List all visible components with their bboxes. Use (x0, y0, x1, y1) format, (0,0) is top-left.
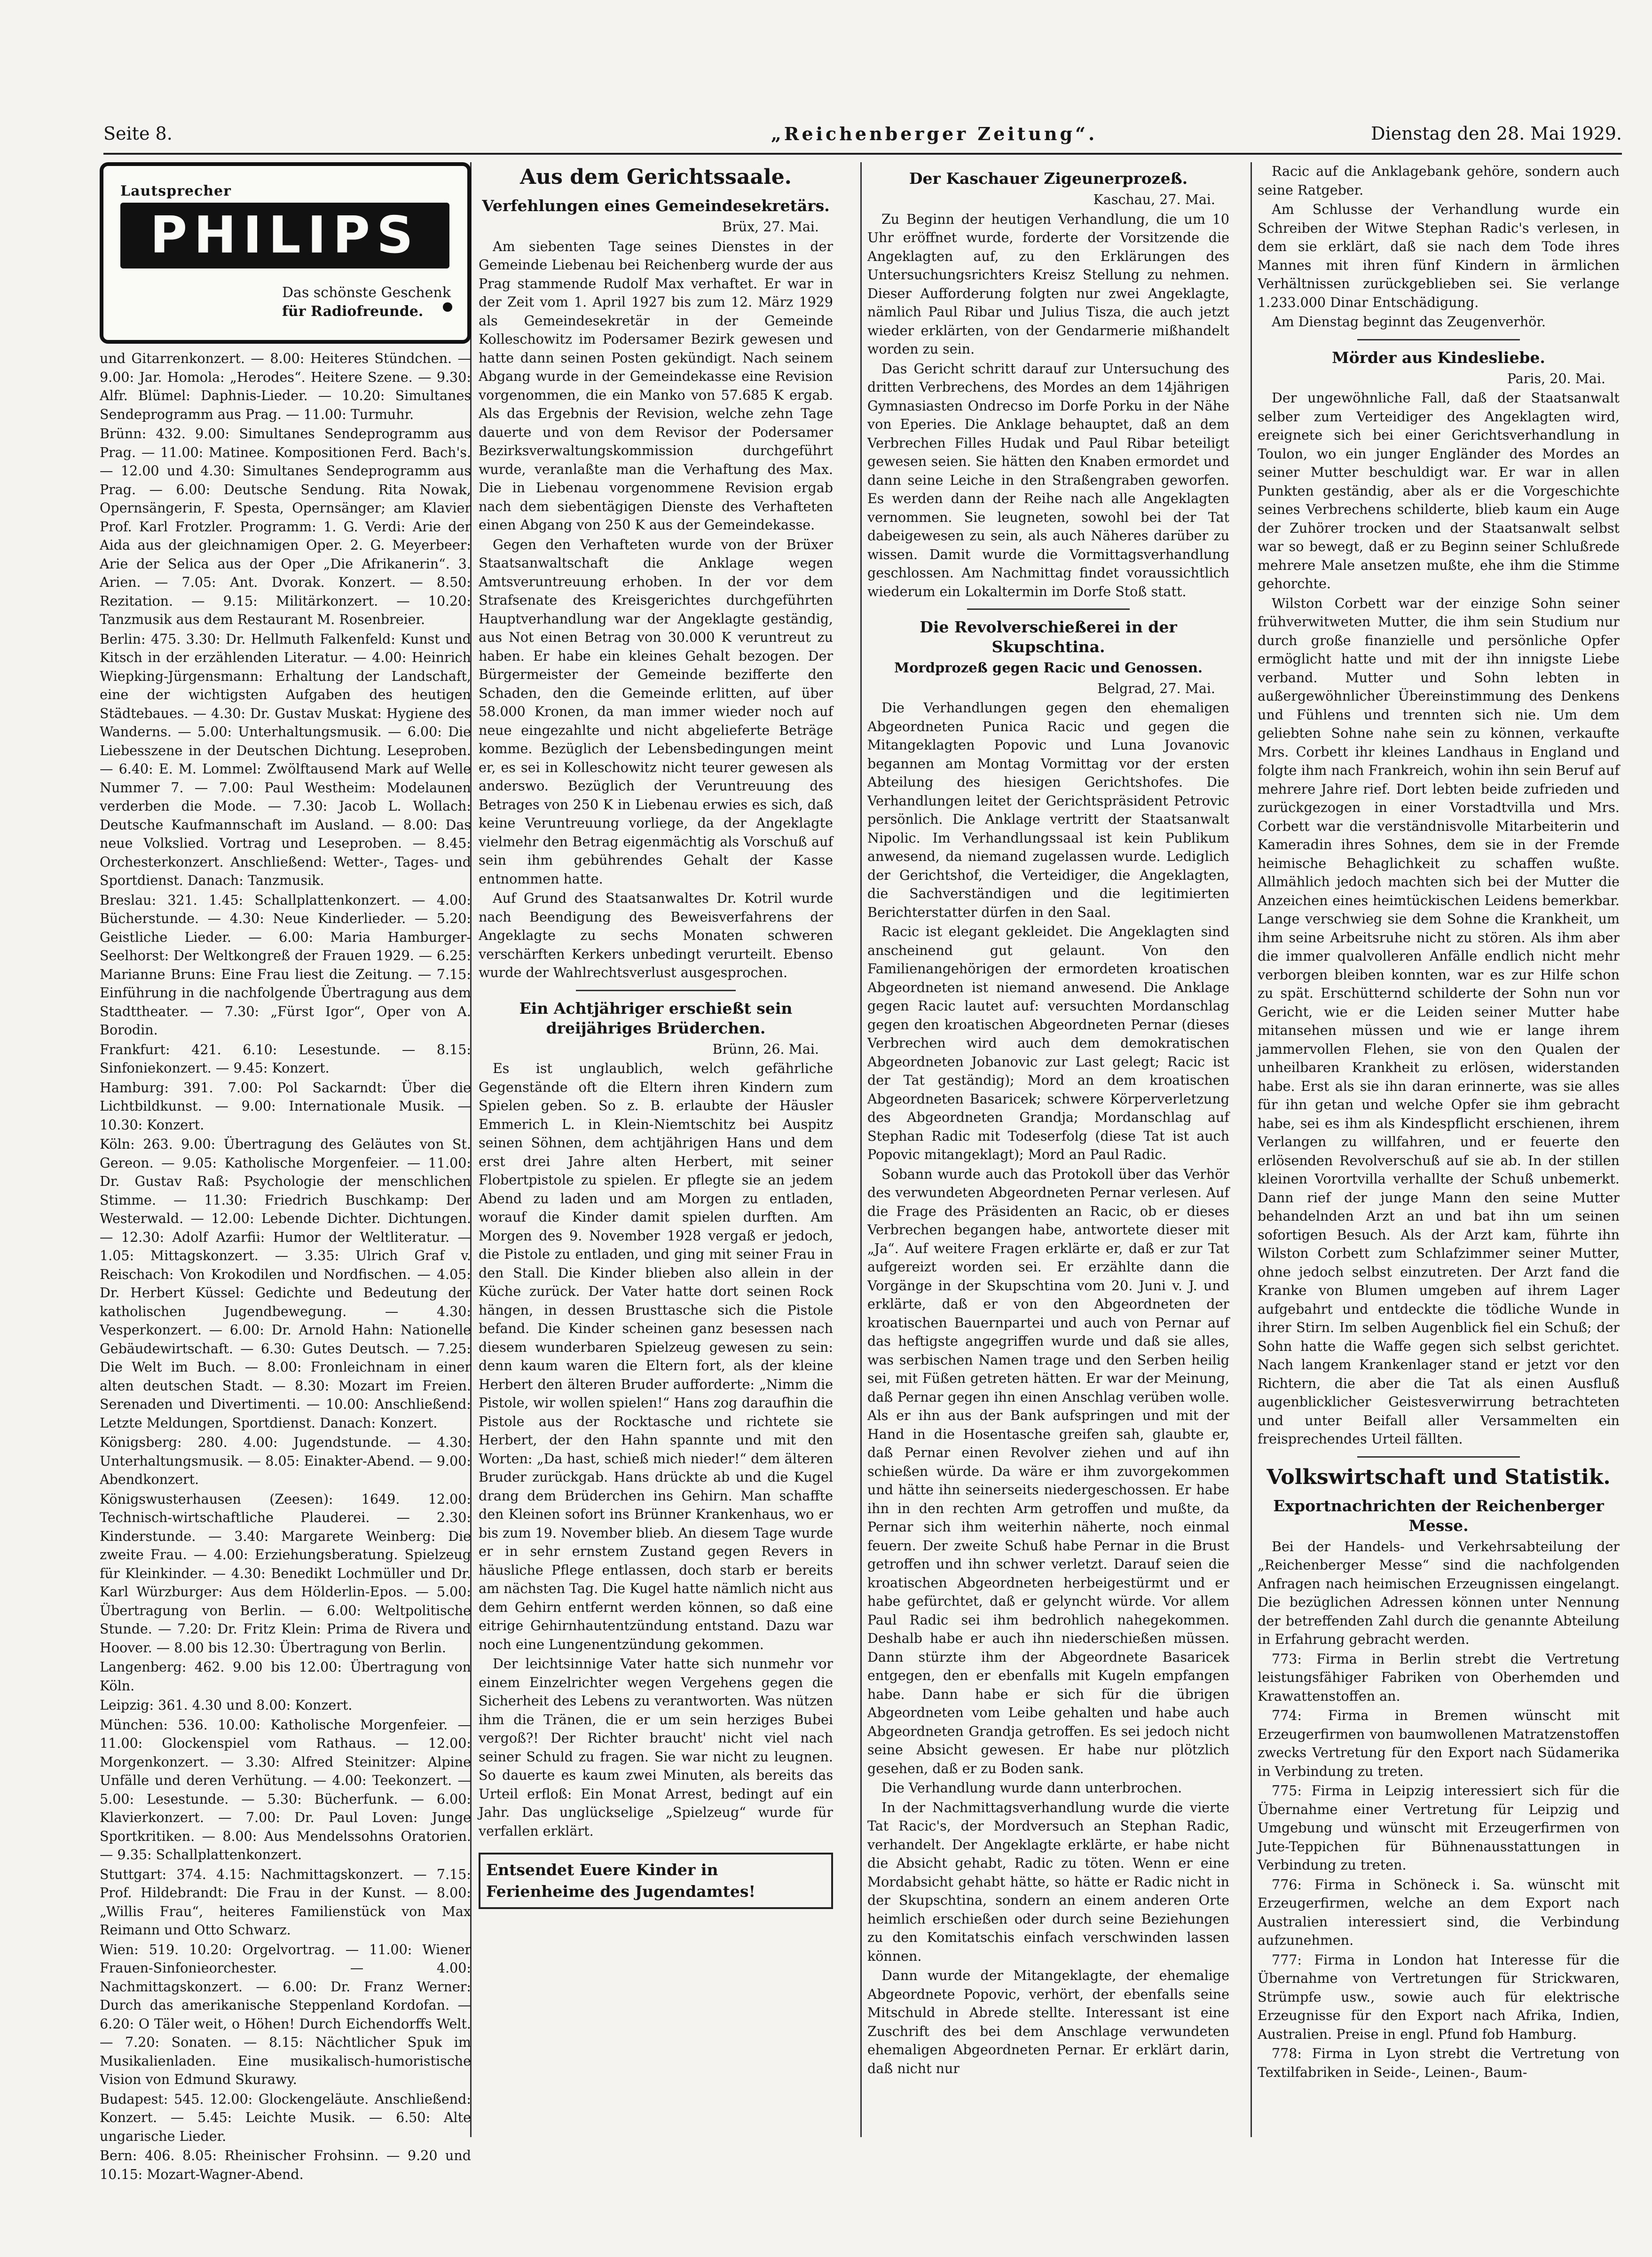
paragraph: Wilston Corbett war der einzige Sohn seiner frühverwitweten Mutter, die ihm sein Studium nur durch große finanzielle und persönliche Opfer ermöglicht hatte und mit der ihn innigste Liebe verband. Mutter und Sohn lebten in außergewöhnlicher Übereinstimmung des Denkens und Fühlens und trennten sich nie. Um dem geliebten Sohne nahe sein zu können, verkaufte Mrs. Corbett ihr kleines Landhaus in England und folgte ihm nach Frankreich, wohin ihn sein Beruf auf mehrere Jahre rief. Dort lebten beide zufrieden und zurückgezogen in einer Vorstadtvilla und Mrs. Corbett war die verständnisvolle Mitarbeiterin und Kameradin ihres Sohnes, dem sie in der Fremde heimische Behaglichkeit zu schaffen wußte. Allmählich jedoch machten sich bei der Mutter die Anzeichen eines heimtückischen Leidens bemerkbar. Lange verschwieg sie dem Sohne die Krankheit, um ihm seine Arbeitsruhe nicht zu stören. Als ihm aber die immer qualvolleren Anfälle endlich nicht mehr verborgen bleiben konnten, war es zur Hilfe schon zu spät. Erschütternd schilderte der Sohn nun vor Gericht, wie er die Leiden seiner Mutter habe mitansehen müssen und wie er lange ihrem jammervollen Flehen, sie von den Qualen der unheilbaren Krankheit zu erlösen, widerstanden habe. Erst als sie ihn daran erinnerte, was sie alles für ihn getan und welche Opfer sie ihm gebracht habe, sei es ihm als Kindespflicht erschienen, ihrem Verlangen zu willfahren, und er feuerte den erlösenden Revolverschuß auf sie ab. In der stillen kleinen Vorortvilla verhallte der Schuß unbemerkt. Dann rief der junge Mann den seine Mutter behandelnden Arzt an und bat ihn um seinen sofortigen Besuch. Als der Arzt kam, führte ihn Wilston Corbett zum Schlafzimmer seiner Mutter, ohne jedoch selbst einzutreten. Der Arzt fand die Kranke von Blumen umgeben auf ihrem Lager aufgebahrt und entdeckte die tödliche Wunde in ihrer Stirn. Im selben Augenblick fiel ein Schuß; der Sohn hatte die Waffe gegen sich selbst gerichtet. Nach langem Krankenlager stand er jetzt vor den Richtern, die aber die Tat als einen Ausfluß augenblicklicher Geistesverwirrung betrachteten und unter Beifall aller Versammelten ein freisprechendes Urteil fällten. (1258, 595, 1620, 1447)
column-divider (860, 162, 862, 2137)
paragraph: 776: Firma in Schöneck i. Sa. wünscht mit Erzeugerfirmen, welche an dem Export nach Australien interessiert sind, die Verbindung aufzunehmen. (1258, 1877, 1620, 1948)
paragraph: Der ungewöhnliche Fall, daß der Staatsanwalt selber zum Verteidiger des Angeklagten wird, ereignete sich bei einer Gerichtsverhandlung in Toulon, wo ein junger Engländer des Mordes an seiner Mutter beschuldigt war. Er war in allen Punkten geständig, aber als er die Vorgeschichte seines Verbrechens schilderte, blieb kaum ein Auge der Zuhörer trocken und der Staatsanwalt selbst war so bewegt, daß er zu Beginn seiner Schlußrede mehrere Male ansetzen mußte, ehe ihm die Stimme gehorchte. (1258, 390, 1620, 592)
page-header (103, 123, 1622, 151)
header-rule (103, 153, 1622, 155)
separator (576, 990, 735, 991)
paragraph: Leipzig: 361. 4.30 und 8.00: Konzert. (100, 1697, 353, 1713)
column-divider (1251, 162, 1252, 2137)
paragraph: 777: Firma in London hat Interesse für die Übernahme von Vertretungen für Strickwaren, Strümpfe usw., sowie auch für elektrische Erzeugnisse für den Export nach Afrika, Indien, Australien. Preise in engl. Pfund fob Hamburg. (1258, 1952, 1620, 2042)
paragraph: Köln: 263. 9.00: Übertragung des Geläutes von St. Gereon. — 9.05: Katholische Morgenfeier. — 11.00: Dr. Gustav Raß: Psychologie der menschlichen Stimme. — 11.30: Friedrich Buschkamp: Der Westerwald. — 12.00: Lebende Dichter. Dichtungen. — 12.30: Adolf Azarfii: Humor der Weltliteratur. — 1.05: Mittagskonzert. — 3.35: Ulrich Graf v. Reischach: Von Krokodilen und Nordfischen. — 4.05: Dr. Herbert Küssel: Gedichte und Bedeutung der katholischen Jugendbewegung. — 4.30: Vesperkonzert. — 6.00: Dr. Arnold Hahn: Nationelle Gebäudewirtschaft. — 6.30: Gutes Deutsch. — 7.25: Die Welt im Buch. — 8.00: Fronleichnam in einer alten deutschen Stadt. — 8.30: Mozart im Freien. Serenaden und Divertimenti. — 10.00: Anschließend: Letzte Meldungen, Sportdienst. Danach: Konzert. (100, 1136, 471, 1431)
dateline: Brünn, 26. Mai. (712, 1041, 819, 1057)
article-title: Mörder aus Kindesliebe. (1332, 348, 1545, 367)
column-4 (1253, 162, 1624, 2151)
paragraph: Das Gericht schritt darauf zur Untersuchung des dritten Verbrechens, des Mordes an dem 14jährigen Gymnasiasten Ondrecso im Dorfe Porku in der Nähe von Eperies. Die Anklage behauptet, daß an dem Verbrechen Filles Hudak und Paul Ribar beteiligt gewesen seien. Sie hätten den Knaben ermordet und dann seine Leiche in den Straßengraben geworfen. Es werden dann der Reihe nach alle Angeklagten vernommen. Sie leugneten, sowohl bei der Tat dabeigewesen zu sein, als auch Näheres darüber zu wissen. Damit wurde die Vormittagsverhandlung geschlossen. Am Nachmittag findet voraussichtlich wiederum ein Lokaltermin im Dorfe Stoß statt. (867, 361, 1229, 600)
article-title: Verfehlungen eines Gemeindesekretärs. (482, 197, 830, 215)
dateline: Belgrad, 27. Mai. (1097, 680, 1215, 696)
separator (1357, 339, 1520, 340)
paragraph: Racic auf die Anklagebank gehöre, sondern auch seine Ratgeber. (1258, 164, 1620, 198)
article-body (1258, 1538, 1620, 2082)
paragraph: und Gitarrenkonzert. — 8.00: Heiteres Stündchen. — 9.00: Jar. Homola: „Herodes“. Heitere Szene. — 9.30: Alfr. Blümel: Daphnis-Lieder. — 10.20: Simultanes Sendeprogramm aus Prag. — 11.00: Turmuhr. (100, 351, 471, 422)
column-2 (470, 162, 842, 2151)
paragraph: Am Dienstag beginnt das Zeugenverhör. (1272, 314, 1546, 330)
paragraph: 775: Firma in Leipzig interessiert sich für die Übernahme einer Vertretung für Leipzig und Umgebung und wünscht mit Erzeugerfirmen von Jute-Teppichen für Bühnenausstattungen in Verbindung zu treten. (1258, 1783, 1620, 1873)
paragraph: Hamburg: 391. 7.00: Pol Sackarndt: Über die Lichtbildkunst. — 9.00: Internationale Musik. — 10.30: Konzert. (100, 1080, 471, 1133)
paragraph: Budapest: 545. 12.00: Glockengeläute. Anschließend: Konzert. — 5.45: Leichte Musik. — 6.50: Alte ungarische Lieder. (100, 2091, 471, 2144)
paragraph: Die Verhandlungen gegen den ehemaligen Abgeordneten Punica Racic und gegen die Mitangeklagten Popovic und Luna Jovanovic begannen am Montag Vormittag vor der ersten Abteilung des hiesigen Gerichtshofes. Die Verhandlungen leitet der Gerichtspräsident Petrovic persönlich. Die Anklage vertritt der Staatsanwalt Nipolic. Im Verhandlungssaal ist kein Publikum anwesend, da niemand zugelassen wurde. Lediglich der Gerichtshof, die Verteidiger, die Angeklagten, die Sachverständigen und die legitimierten Berichterstatter dürfen in den Saal. (867, 700, 1229, 920)
section-title-economy: Volkswirtschaft und Statistik. (1267, 1465, 1611, 1489)
paragraph: Frankfurt: 421. 6.10: Lesestunde. — 8.15: Sinfoniekonzert. — 9.45: Konzert. (100, 1042, 471, 1076)
paragraph: Die Verhandlung wurde dann unterbrochen. (881, 1780, 1182, 1796)
paragraph: Königswusterhausen (Zeesen): 1649. 12.00: Technisch-wirtschaftliche Plauderei. — 2.30: Kinderstunde. — 3.40: Margarete Weinberg: Die zweite Frau. — 4.00: Erziehungsberatung. Spielzeug für Kleinkinder. — 4.30: Benedikt Lochmüller und Dr. Karl Würzburger: Aus dem Hölderlin-Epos. — 5.00: Übertragung von Berlin. — 6.00: Weltpolitische Stunde. — 7.20: Dr. Fritz Klein: Prima de Rivera und Hoover. — 8.00 bis 12.30: Übertragung von Berlin. (100, 1491, 471, 1656)
paragraph: München: 536. 10.00: Katholische Morgenfeier. — 11.00: Glockenspiel vom Rathaus. — 12.00: Morgenkonzert. — 3.30: Alfred Steinitzer: Alpine Unfälle und deren Verhütung. — 4.00: Teekonzert. — 5.00: Lesestunde. — 5.30: Bücherfunk. — 6.00: Klavierkonzert. — 7.00: Dr. Paul Loven: Junge Sportkritiken. — 8.00: Aus Mendelssohns Oratorien. — 9.35: Schallplattenkonzert. (100, 1717, 471, 1862)
dateline: Paris, 20. Mai. (1507, 371, 1605, 387)
paragraph: Der leichtsinnige Vater hatte sich nunmehr vor einem Einzelrichter wegen Vergehens gegen die Sicherheit des Lebens zu verantworten. Was nützen ihm die Tränen, die er um sein herziges Bubei vergoß?! Der Richter braucht' nicht viel nach seiner Schuld zu fragen. Sie war nicht zu leugnen. So dauerte es kaum zwei Minuten, als bereits das Urteil erfloß: Ein Monat Arrest, bedingt auf ein Jahr. Das unglückselige „Spielzeug“ wurde für verfallen erklärt. (479, 1656, 833, 1839)
notice-box: Entsendet Euere Kinder in Ferienheime des Jugendamtes! (479, 1853, 833, 1909)
separator (1357, 1456, 1520, 1458)
philips-advertisement (100, 162, 471, 344)
paragraph: Racic ist elegant gekleidet. Die Angeklagten sind anscheinend gut gelaunt. Von den Familienangehörigen der ermordeten kroatischen Abgeordneten ist niemand anwesend. Die Anklage gegen Racic lautet auf: versuchten Mordanschlag gegen den kroatischen Abgeordneten Pernar (dieses Verbrechen wird auch dem demokratischen Abgeordneten Jobanovic zur Last gelegt; Racic ist der Tat geständig); Mord an dem kroatischen Abgeordneten Basaricek; schwere Körperverletzung des Abgeordneten Grandja; Mordanschlag auf Stephan Radic mit Todeserfolg (diese Tat ist auch Popovic mitangeklagt); Mord an Paul Radic. (867, 924, 1229, 1162)
column-1 (100, 162, 471, 2182)
ad-slogan-line-2: für Radiofreunde. (282, 303, 424, 320)
paragraph: Sobann wurde auch das Protokoll über das Verhör des verwundeten Abgeordneten Pernar verlesen. Auf die Frage des Präsidenten an Racic, ob er dieses Verbrechen begangen habe, antwortete dieser mit „Ja“. Auf weitere Fragen erklärte er, daß er zur Tat aufgereizt worden sei. Er erzählte dann die Vorgänge in der Skupschtina vom 20. Juni v. J. und erklärte, daß er von den Abgeordneten der kroatischen Bauernpartei und auch von Pernar auf das heftigste angegriffen wurde und daß sie alles, was serbischen Namen trage und den Serben heilig sei, mit Füßen getreten hätten. Er war der Meinung, daß Pernar gegen ihn einen Anschlag verüben wolle. Als er ihn aus der Bank aufspringen und mit der Hand in die Hosentasche greifen sah, glaubte er, daß Pernar einen Revolver ziehen und auf ihn schießen würde. Da wäre er ihm zuvorgekommen und hätte ihn seinerseits niedergeschossen. Er habe ihn in den rechten Arm getroffen und mußte, da Pernar sich ihm weiterhin näherte, noch einmal feuern. Der zweite Schuß habe Pernar in die Brust getroffen und ihn schwer verletzt. Darauf seien die kroatischen Abgeordneten herbeigestürmt und er habe gefürchtet, daß er gelyncht würde. Vor allem Paul Radic sei ihm bedrohlich nahegekommen. Deshalb habe er auch ihn niederschießen müssen. Dann stürzte ihm der Abgeordnete Basaricek entgegen, den er ebenfalls mit Kugeln empfangen habe. Dann habe er sich für die übrigen Abgeordneten vom Leibe gehalten und habe auch Abgeordneten Grandja getroffen. Es sei jedoch nicht seine Absicht gewesen. Er habe nur plötzlich gesehen, daß er zu Boden sank. (867, 1166, 1229, 1776)
paragraph: Am Schlusse der Verhandlung wurde ein Schreiben der Witwe Stephan Radic's verlesen, in dem sie erklärt, daß sie nach dem Tode ihres Mannes mit ihren fünf Kindern in ärmlichen Verhältnissen zurückgeblieben sei. Sie verlange 1.233.000 Dinar Entschädigung. (1258, 202, 1620, 310)
article-body (479, 237, 833, 982)
article-title: Exportnachrichten der Reichenberger Messe. (1273, 1496, 1604, 1535)
paragraph: 773: Firma in Berlin strebt die Vertretung leistungsfähiger Fabriken von Oberhemden und Krawattenstoffen an. (1258, 1651, 1620, 1704)
paragraph: In der Nachmittagsverhandlung wurde die vierte Tat Racic's, der Mordversuch an Stephan Radic, verhandelt. Der Angeklagte erklärte, er habe nicht die Absicht gehabt, Radic zu töten. Wenn er eine Mordabsicht gehabt hätte, so hätte er Radic nicht in der Skupschtina, sondern an einem anderen Orte heimlich erschießen oder durch seine Beziehungen zu den Komitatschis einfach verschwinden lassen können. (867, 1799, 1229, 1964)
paragraph: Langenberg: 462. 9.00 bis 12.00: Übertragung von Köln. (100, 1659, 471, 1694)
article-body (1258, 389, 1620, 1449)
article-body (1258, 162, 1620, 331)
masthead: „Reichenberger Zeitung“. (771, 123, 1098, 144)
paragraph: Breslau: 321. 1.45: Schallplattenkonzert. — 4.00: Bücherstunde. — 4.30: Neue Kinderlieder. — 5.20: Geistliche Lieder. — 6.00: Maria Hamburger-Seelhorst: Der Weltkongreß der Frauen 1929. — 6.25: Marianne Bruns: Eine Frau liest die Zeitung. — 7.15: Einführung in die nachfolgende Übertragung aus dem Stadttheater. — 7.30: „Fürst Igor“, Oper von A. Borodin. (100, 892, 471, 1038)
paragraph: 774: Firma in Bremen wünscht mit Erzeugerfirmen von baumwollenen Matratzenstoffen zwecks Vertretung für den Export nach Südamerika in Verbindung zu treten. (1258, 1708, 1620, 1779)
article-title: Ein Achtjähriger erschießt sein dreijähriges Brüderchen. (519, 999, 793, 1037)
article-subtitle: Mordprozeß gegen Racic und Genossen. (894, 660, 1203, 676)
paragraph: Königsberg: 280. 4.00: Jugendstunde. — 4.30: Unterhaltungsmusik. — 8.05: Einakter-Abend. — 9.00: Abendkonzert. (100, 1435, 471, 1487)
article-title: Die Revolverschießerei in der Skupschtina. (920, 618, 1177, 656)
philips-logo: PHILIPS (120, 203, 449, 268)
paragraph: Bern: 406. 8.05: Rheinischer Frohsinn. — 9.20 und 10.15: Mozart-Wagner-Abend. (100, 2148, 471, 2182)
article-body (867, 210, 1229, 601)
issue-date: Dienstag den 28. Mai 1929. (1371, 123, 1622, 144)
ad-slogan-line-1: Das schönste Geschenk (282, 284, 451, 301)
paragraph: Am siebenten Tage seines Dienstes in der Gemeinde Liebenau bei Reichenberg wurde der aus Prag stammende Rudolf Max verhaftet. Er war in der Zeit vom 1. April 1927 bis zum 12. März 1929 als Gemeindesekretär in der Gemeinde Kolleschowitz im Podersamer Bezirk gewesen und hatte dann seinen Posten gekündigt. Nach seinem Abgang wurde in der Gemeindekasse eine Revision vorgenommen, die ein Manko von 57.685 K ergab. Als das Ergebnis der Revision, welche zehn Tage dauerte und von dem Revisor der Podersamer Bezirksverwaltungskommission durchgeführt wurde, veranlaßte man die Verhaftung des Max. Die in Liebenau vorgenommene Revision ergab nach dem siebentägigen Dienste des Verhafteten einen Abgang von 250 K aus der Gemeindekasse. (479, 238, 833, 533)
article-body (479, 1059, 833, 1840)
paragraph: Wien: 519. 10.20: Orgelvortrag. — 11.00: Wiener Frauen-Sinfonieorchester. — 4.00: Nachmittagskonzert. — 6.00: Dr. Franz Werner: Durch das amerikanische Steppenland Kordofan. — 6.20: O Täler weit, o Höhen! Durch Eichendorffs Welt. — 7.20: Sonaten. — 8.15: Nächtlicher Spuk im Musikalienladen. Eine musikalisch-humoristische Vision von Edmund Skurawy. (100, 1941, 471, 2087)
paragraph: Brünn: 432. 9.00: Simultanes Sendeprogramm aus Prag. — 11.00: Matinee. Kompositionen Ferd. Bach's. — 12.00 und 4.30: Simultanes Sendeprogramm aus Prag. — 6.00: Deutsche Sendung. Rita Nowak, Opernsängerin, F. Spesta, Opernsänger; am Klavier Prof. Karl Frotzler. Programm: 1. G. Verdi: Arie der Aida aus der gleichnamigen Oper. 2. G. Meyerbeer: Arie der Selica aus der Oper „Die Afrikanerin“. 3. Arien. — 7.05: Ant. Dvorak. Konzert. — 8.50: Rezitation. — 9.15: Militärkonzert. — 10.20: Tanzmusik aus dem Restaurant M. Rosenbreier. (100, 426, 471, 627)
ad-label: Lautsprecher (120, 183, 231, 199)
paragraph: 778: Firma in Lyon strebt die Vertretung von Textilfabriken in Seide-, Leinen-, Baum- (1258, 2046, 1620, 2080)
radio-program (100, 349, 471, 2184)
paragraph: Gegen den Verhafteten wurde von der Brüxer Staatsanwaltschaft die Anklage wegen Amtsveruntreuung erhoben. In der vor dem Strafsenate des Kreisgerichtes durchgeführten Hauptverhandlung war der Angeklagte geständig, aus Not einen Betrag von 30.000 K veruntreut zu haben. Er habe ein kleines Gehalt bezogen. Der Bürgermeister der Gemeinde bezifferte den Schaden, den die Gemeinde erlitten, auf über 58.000 Kronen, da man immer wieder noch auf neue eingezahlte und nicht abgelieferte Beträge komme. Bezüglich der Lebensbedingungen meint er, es sei in Kolleschowitz nicht teurer gewesen als anderswo. Bezüglich der Veruntreuung des Betrages von 250 K in Liebenau erwies es sich, daß keine Veruntreuung vorliege, da der Angeklagte vielmehr den Betrag eigenmächtig als Vorschuß auf sein ihm gebührendes Gehalt der Kasse entnommen hatte. (479, 537, 833, 887)
section-title-court: Aus dem Gerichtssaale. (519, 165, 792, 189)
article-title: Der Kaschauer Zigeunerprozeß. (909, 169, 1188, 188)
column-3 (863, 162, 1234, 2151)
page-number: Seite 8. (103, 123, 173, 144)
separator (967, 608, 1130, 610)
dateline: Brüx, 27. Mai. (722, 219, 819, 235)
dateline: Kaschau, 27. Mai. (1093, 192, 1215, 207)
paragraph: Berlin: 475. 3.30: Dr. Hellmuth Falkenfeld: Kunst und Kitsch in der erzählenden Literatur. — 4.00: Heinrich Wiepking-Jürgensmann: Erhaltung der Landschaft, eine der wichtigsten Aufgaben des heutigen Städtebaues. — 4.30: Dr. Gustav Muskat: Hygiene des Wanderns. — 5.00: Unterhaltungsmusik. — 6.00: Die Liebesszene in der Deutschen Dichtung. Leseproben. — 6.40: E. M. Lommel: Zwölftausend Mark auf Welle Nummer 7. — 7.00: Paul Westheim: Modelaunen verderben die Mode. — 7.30: Jacob L. Wollach: Deutsche Kaufmannschaft im Ausland. — 8.00: Das neue Volkslied. Vortrag und Leseproben. — 8.45: Orchesterkonzert. Anschließend: Wetter-, Tages- und Sportdienst. Danach: Tanzmusik. (100, 631, 471, 888)
paragraph: Stuttgart: 374. 4.15: Nachmittagskonzert. — 7.15: Prof. Hildebrandt: Die Frau in der Kunst. — 8.00: „Willis Frau“, heiteres Familienstück von Max Reimann und Otto Schwarz. (100, 1866, 471, 1938)
paragraph: Zu Beginn der heutigen Verhandlung, die um 10 Uhr eröffnet wurde, forderte der Vorsitzende die Angeklagten auf, zu den Erklärungen des Untersuchungsrichters Kreisz Stellung zu nehmen. Dieser Aufforderung folgten nur zwei Angeklagte, nämlich Paul Ribar und Julius Tisza, die auch jetzt wieder erklärten, von der Gendarmerie mißhandelt worden zu sein. (867, 211, 1229, 357)
ad-dot (443, 302, 452, 312)
paragraph: Auf Grund des Staatsanwaltes Dr. Kotril wurde nach Beendigung des Beweisverfahrens der Angeklagte zu sechs Monaten schweren verschärften Kerkers unbedingt verurteilt. Ebenso wurde der Wahlrechtsverlust ausgesprochen. (479, 891, 833, 980)
paragraph: Es ist unglaublich, welch gefährliche Gegenstände oft die Eltern ihren Kindern zum Spielen geben. So z. B. erlaubte der Häusler Emmerich L. in Klein-Niemtschitz bei Auspitz seinen Söhnen, dem achtjährigen Hans und dem erst drei Jahre alten Herbert, mit seiner Flobertpistole zu spielen. Er pflegte sie an jedem Abend zu laden und am Morgen zu entladen, worauf die Kinder damit spielen durften. Am Morgen des 9. November 1928 vergaß er jedoch, die Pistole zu entladen, und ging mit seiner Frau in den Stall. Die Kinder blieben also allein in der Küche zurück. Der Vater hatte dort seinen Rock hängen, in dessen Brusttasche sich die Pistole befand. Die Kinder scheinen ganz besessen nach diesem wunderbaren Spielzeug gewesen zu sein: denn kaum waren die Eltern fort, als der kleine Herbert den älteren Bruder aufforderte: „Nimm die Pistole, wir wollen spielen!“ Hans zog daraufhin die Pistole aus der Rocktasche und richtete sie Herbert, der den Hahn spannte und mit den Worten: „Da hast, schieß mich nieder!“ dem älteren Bruder zurückgab. Hans drückte ab und die Kugel drang dem Brüderchen ins Gehirn. Man schaffte den Kleinen sofort ins Brünner Krankenhaus, wo er bis zum 19. November blieb. An diesem Tage wurde er in sehr ernstem Zustand gegen Revers in häusliche Pflege entlassen, doch starb er bereits am nächsten Tag. Die Kugel hatte nämlich nicht aus dem Gehirn entfernt werden können, so daß eine eitrige Gehirnhautentzündung entstand. Dazu war noch eine Lungenentzündung gekommen. (479, 1061, 833, 1652)
paragraph: Bei der Handels- und Verkehrsabteilung der „Reichenberger Messe“ sind die nachfolgenden Anfragen nach heimischen Erzeugnissen eingelangt. Die bezüglichen Adressen können unter Nennung der betreffenden Zahl durch die genannte Abteilung in Erfahrung gebracht werden. (1258, 1539, 1620, 1647)
paragraph: Dann wurde der Mitangeklagte, der ehemalige Abgeordnete Popovic, verhört, der ebenfalls seine Mitschuld in Abrede stellte. Interessant ist eine Zuschrift des bei dem Anschlage verwundeten ehemaligen Abgeordneten Pernar. Er erklärt darin, daß nicht nur (867, 1968, 1229, 2076)
ad-slogan (282, 284, 451, 321)
article-body (867, 699, 1229, 2078)
